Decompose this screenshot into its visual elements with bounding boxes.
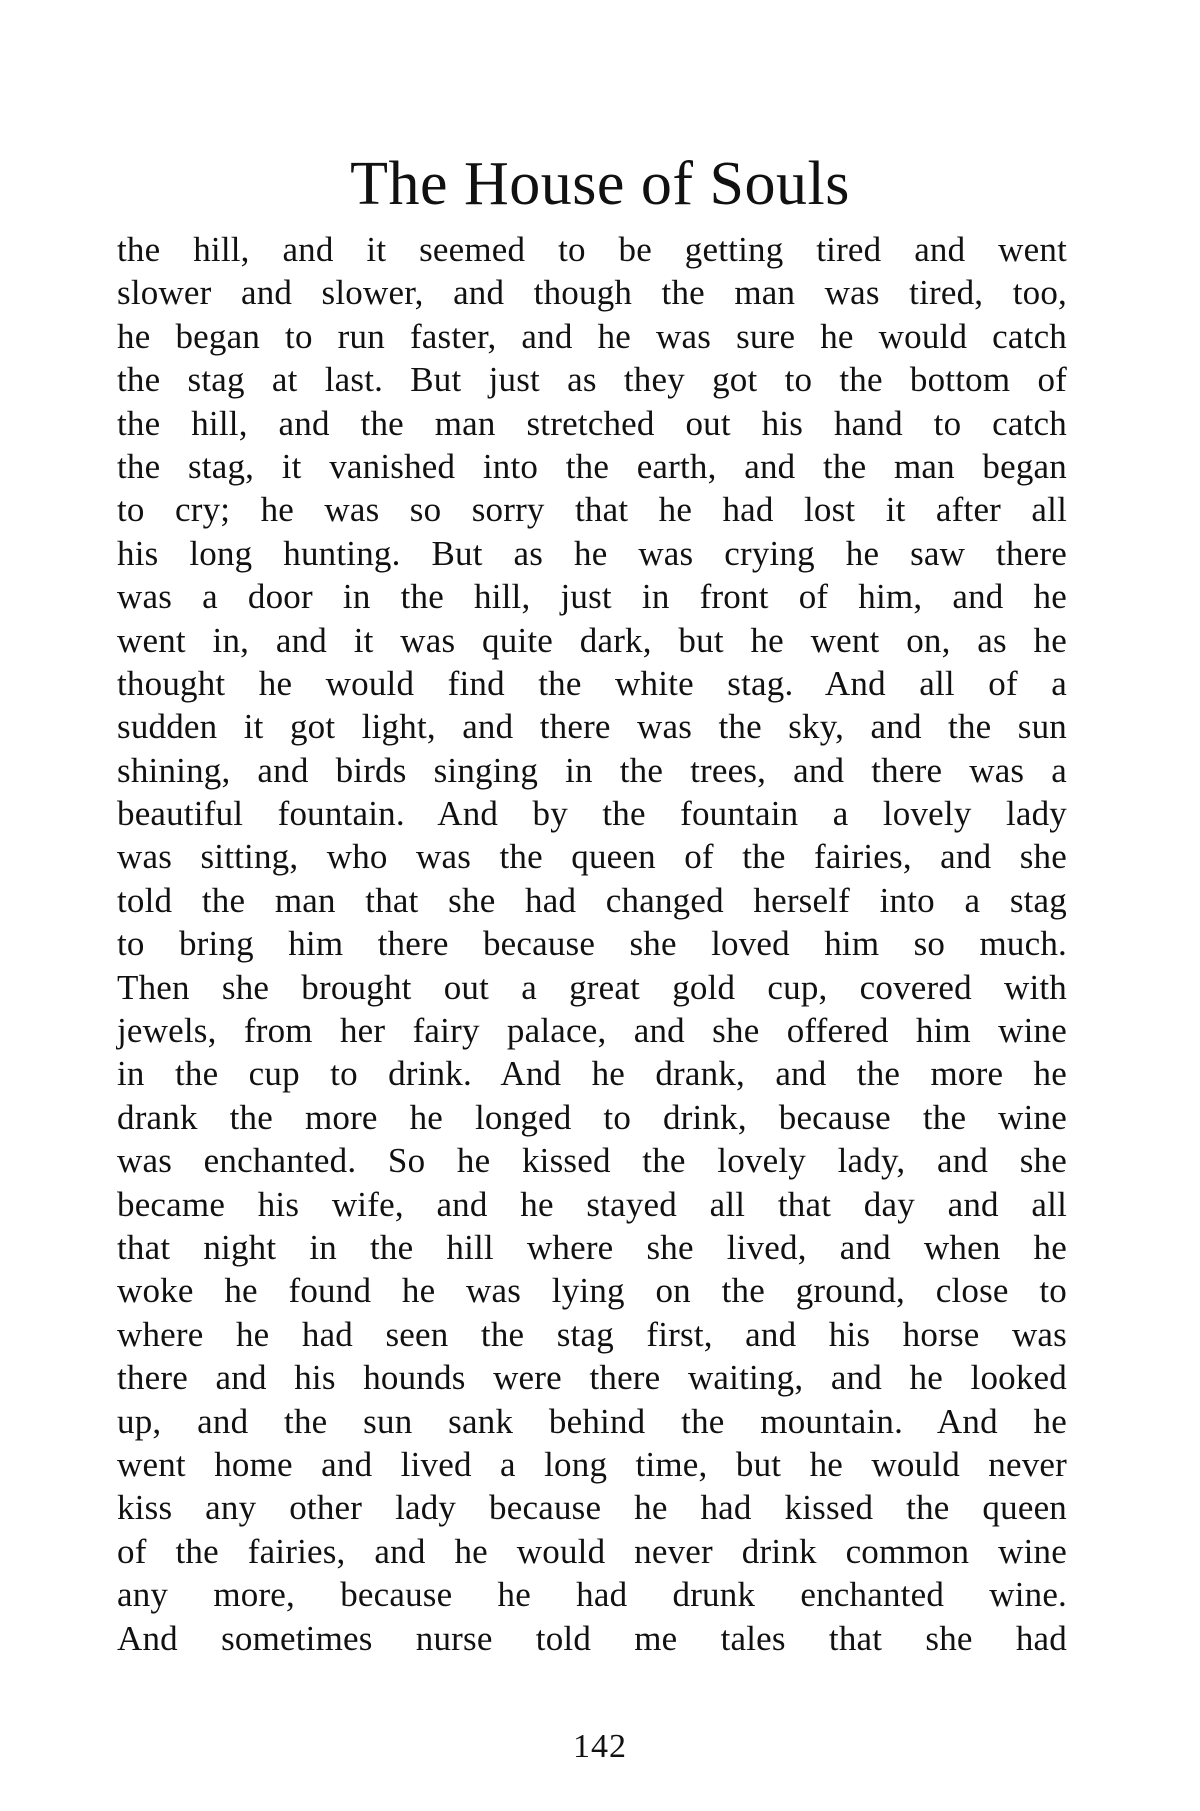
text-line: in the cup to drink. And he drank, and the more he	[117, 1054, 1067, 1094]
text-line: was sitting, who was the queen of the fairies, and she	[117, 837, 1067, 877]
page-number: 142	[573, 1728, 627, 1765]
text-line: thought he would find the white stag. And all of a	[117, 663, 1067, 703]
text-line: he began to run faster, and he was sure he would catch	[117, 316, 1067, 356]
text-line: Then she brought out a great gold cup, covered with	[117, 967, 1067, 1007]
text-line: kiss any other lady because he had kissed the queen	[117, 1488, 1067, 1528]
text-line: where he had seen the stag first, and his horse was	[117, 1314, 1067, 1354]
body-text	[117, 228, 1067, 1660]
text-line: went in, and it was quite dark, but he went on, as he	[117, 620, 1067, 660]
text-line: slower and slower, and though the man was tired, too,	[117, 273, 1067, 313]
text-line: was enchanted. So he kissed the lovely lady, and she	[117, 1141, 1067, 1181]
text-line: beautiful fountain. And by the fountain a lovely lady	[117, 794, 1067, 834]
text-line: up, and the sun sank behind the mountain. And he	[117, 1401, 1067, 1441]
text-line: to cry; he was so sorry that he had lost it after all	[117, 490, 1067, 530]
text-line: the hill, and the man stretched out his hand to catch	[117, 403, 1067, 443]
text-line: the stag, it vanished into the earth, and the man began	[117, 446, 1067, 486]
text-line: drank the more he longed to drink, because the wine	[117, 1097, 1067, 1137]
text-line: there and his hounds were there waiting, and he looked	[117, 1358, 1067, 1398]
text-line: was a door in the hill, just in front of him, and he	[117, 577, 1067, 617]
text-line: jewels, from her fairy palace, and she offered him wine	[117, 1011, 1067, 1051]
text-line: the hill, and it seemed to be getting tired and went	[117, 230, 1067, 269]
text-line: And sometimes nurse told me tales that she had	[117, 1618, 1067, 1658]
text-line: woke he found he was lying on the ground, close to	[117, 1271, 1067, 1311]
text-line: the stag at last. But just as they got to the bottom of	[117, 360, 1067, 400]
text-line: to bring him there because she loved him so much.	[117, 924, 1067, 964]
text-line: any more, because he had drunk enchanted wine.	[117, 1575, 1067, 1615]
text-line: went home and lived a long time, but he would never	[117, 1444, 1067, 1484]
running-head-title: The House of Souls	[350, 150, 850, 218]
text-line: of the fairies, and he would never drink common wine	[117, 1531, 1067, 1571]
text-line: his long hunting. But as he was crying he saw there	[117, 533, 1067, 573]
text-line: that night in the hill where she lived, and when he	[117, 1227, 1067, 1267]
text-line: sudden it got light, and there was the sky, and the sun	[117, 707, 1067, 747]
text-line: became his wife, and he stayed all that day and all	[117, 1184, 1067, 1224]
text-line: told the man that she had changed herself into a stag	[117, 880, 1067, 920]
text-line: shining, and birds singing in the trees, and there was a	[117, 750, 1067, 790]
